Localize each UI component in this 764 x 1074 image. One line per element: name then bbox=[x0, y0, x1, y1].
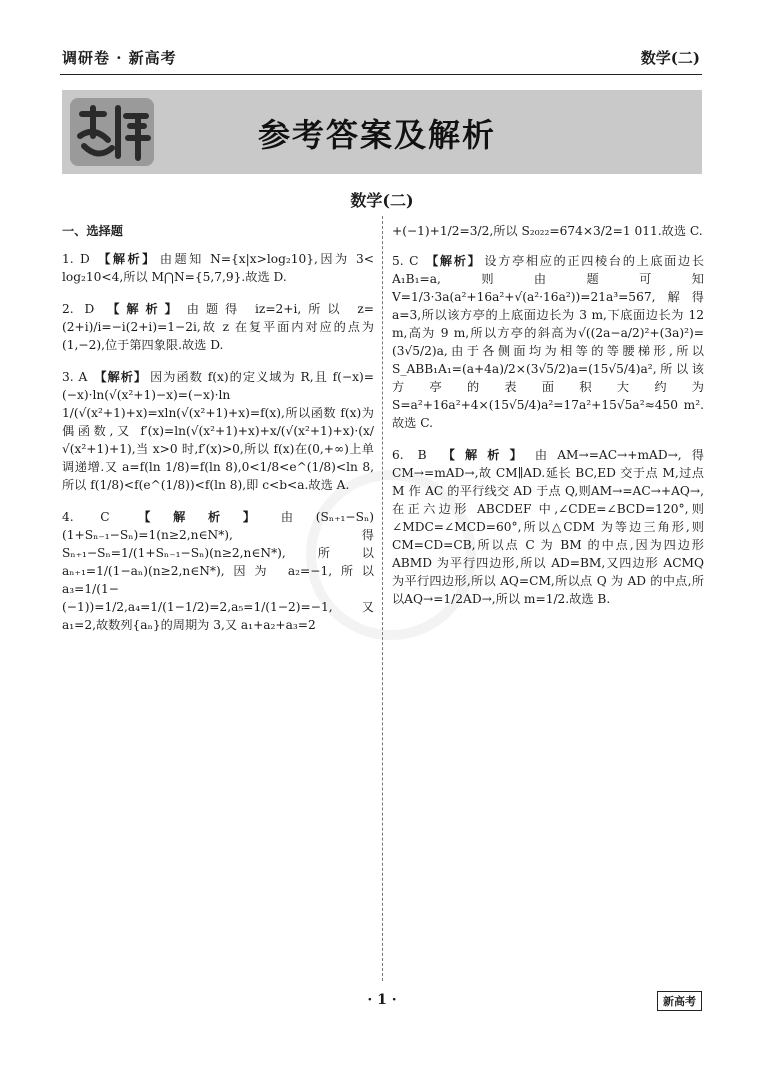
analysis-tag: 【解析】 bbox=[432, 448, 532, 462]
answer-text: 设方亭相应的正四棱台的上底面边长 A₁B₁=a,则由题可知 V=1/3·3a(a²+16a²+√(a²·16a²))=21a³=567,解得 a=3,所以该方亭的上底面边长为 3 m,下底面边长为 12 m,高为 9 m,所以方亭的斜高为√((2a−a/2)²+(3a)²)=(3√5/2)a,由于各侧面均为相等的等腰梯形,所以 S_ABB₁A₁=(a+4a)/2×(3√5/2)a=(15√5/4)a²,所以该方亭的表面积大约为 S=a²+16a²+4×(15√5/4)a²=17a²+15√5a²≈450 m².故选 C. bbox=[392, 254, 705, 430]
header-rule bbox=[60, 74, 702, 75]
analysis-tag: 【解析】 bbox=[93, 370, 148, 384]
answer-text: 因为函数 f(x)的定义域为 R,且 f(−x)=(−x)·ln(√(x²+1)−x)=(−x)·ln 1/(√(x²+1)+x)=xln(√(x²+1)+x)=f(x),所以函数 f(x)为偶函数,又 f′(x)=ln(√(x²+1)+x)+x/(√(x²+1)+x)·(x/√(x²+1)+1),当 x>0 时,f′(x)>0,所以 f(x)在(0,+∞)上单调递增.又 a=f(ln 1/8)=f(ln 8),0<1/8<e^(1/8)<ln 8,所以 f(1/8)<f(e^(1/8))<f(ln 8),即 c<b<a.故选 A. bbox=[62, 370, 374, 492]
section-heading: 一、选择题 bbox=[62, 224, 123, 238]
header-left: 调研卷 · 新高考 bbox=[62, 49, 177, 67]
page-number: · 1 · bbox=[367, 992, 397, 1008]
left-column bbox=[62, 222, 374, 648]
answer-item bbox=[392, 446, 704, 608]
answer-text: 由AM→=AC→+mAD→,得CM→=mAD→,故 CM∥AD.延长 BC,ED 交于点 M,过点 M 作 AC 的平行线交 AD 于点 Q,则AM→=AC→+AQ→,在正六边形 ABCDEF 中,∠CDE=∠BCD=120°,则∠MDC=∠MCD=60°,所以△CDM 为等边三角形,则 CM=CD=CB,所以点 C 为 BM 的中点,因为四边形 ABMD 为平行四边形,所以 AD=BM,又四边形 ACMQ 为平行四边形,所以 AQ=CM,所以点 Q 为 AD 的中点,所以AQ→=1/2AD→,所以 m=1/2.故选 B. bbox=[392, 448, 704, 606]
answer-item bbox=[392, 252, 704, 432]
answer-text: 由题得 iz=2+i,所以 z=(2+i)/i=−i(2+i)=1−2i,故 z 在复平面内对应的点为(1,−2),位于第四象限.故选 D. bbox=[62, 302, 374, 352]
answer-number: 3. A bbox=[62, 370, 88, 384]
analysis-tag: 【解析】 bbox=[100, 302, 184, 316]
analysis-tag: 【解析】 bbox=[95, 252, 157, 266]
answer-number: 6. B bbox=[392, 448, 427, 462]
answer-item bbox=[62, 250, 374, 286]
answer-item bbox=[62, 300, 374, 354]
seal-logo bbox=[68, 96, 156, 168]
corner-badge: 新高考 bbox=[657, 991, 702, 1011]
answer-number: 5. C bbox=[392, 254, 419, 268]
continuation-text: +(−1)+1/2=3/2,所以 S₂₀₂₂=674×3/2=1 011.故选 C. bbox=[392, 224, 703, 238]
analysis-tag: 【解析】 bbox=[115, 510, 278, 524]
banner-title: 参考答案及解析 bbox=[258, 116, 497, 154]
answer-item bbox=[62, 368, 374, 494]
title-banner bbox=[62, 90, 702, 174]
answer-text: 由(Sₙ₊₁−Sₙ)(1+Sₙ₋₁−Sₙ)=1(n≥2,n∈N*),得 Sₙ₊₁−Sₙ=1/(1+Sₙ₋₁−Sₙ)(n≥2,n∈N*),所以 aₙ₊₁=1/(1−aₙ)(n≥2,n∈N*),因为 a₂=−1,所以 a₃=1/(1−(−1))=1/2,a₄=1/(1−1/2)=2,a₅=1/(1−2)=−1,又 a₁=2,故数列{aₙ}的周期为 3,又 a₁+a₂+a₃=2 bbox=[62, 510, 375, 632]
analysis-tag: 【解析】 bbox=[424, 254, 482, 268]
answer-item bbox=[62, 508, 374, 634]
header-right: 数学(二) bbox=[640, 49, 700, 67]
answer-text: 由题知 N={x|x>log₂10},因为 3< log₂10<4,所以 M⋂N={5,7,9}.故选 D. bbox=[62, 252, 374, 284]
right-column bbox=[392, 222, 704, 622]
answer-number: 1. D bbox=[62, 252, 90, 266]
column-divider bbox=[382, 216, 383, 981]
answer-number: 2. D bbox=[62, 302, 95, 316]
subject-title: 数学(二) bbox=[350, 191, 414, 210]
answer-number: 4. C bbox=[62, 510, 110, 524]
